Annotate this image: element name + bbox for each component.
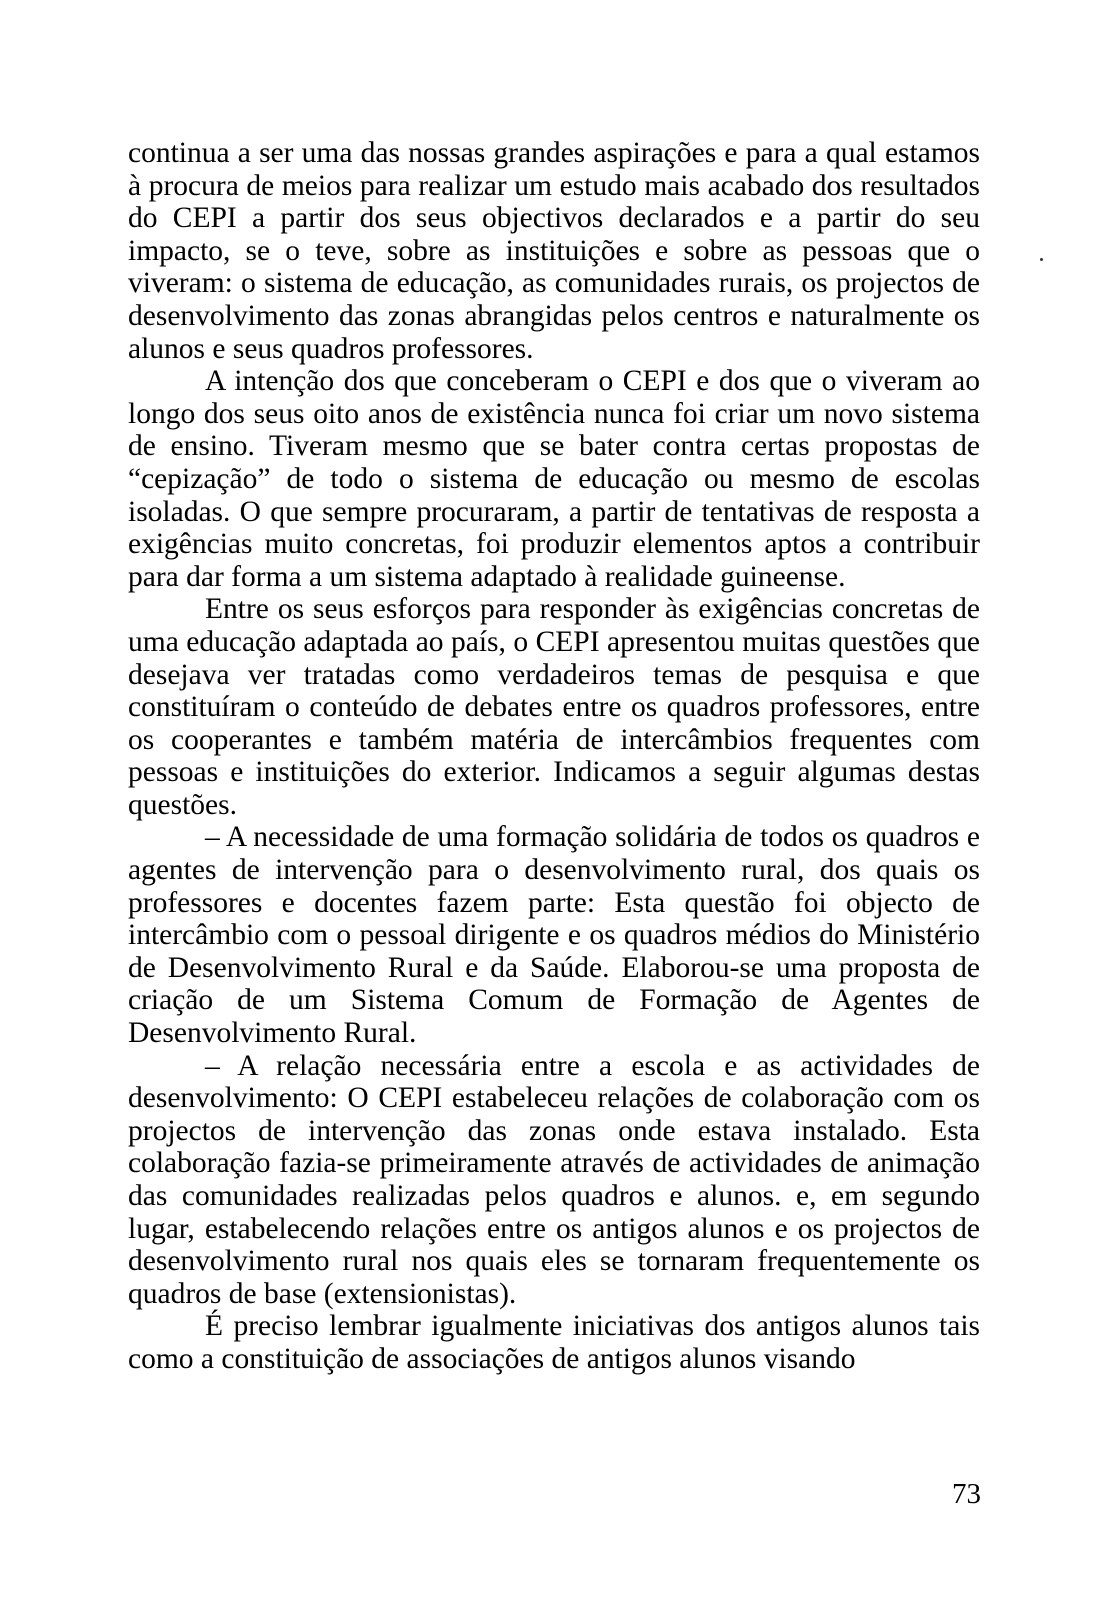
paragraph-questoes: Entre os seus esforços para responder às exigências concretas de uma educação adaptada ao país, o CEPI apresentou muitas questões que desejava ver tratadas como verdadeiros temas de pesquisa e que constituíram o conteúdo de debates entre os quadros professores, entre os cooperantes e também matéria de intercâmbios frequentes com pessoas e instituições do exterior. Indicamos a seguir algumas destas questões. xyxy=(128,593,980,821)
body-text xyxy=(128,137,980,1376)
paragraph-antigos-alunos: É preciso lembrar igualmente iniciativas dos antigos alunos tais como a constituição de associações de antigos alunos visando xyxy=(128,1310,980,1375)
margin-mark xyxy=(1040,258,1043,261)
page-number: 73 xyxy=(952,1478,981,1510)
paragraph-escola-desenvolvimento: – A relação necessária entre a escola e as actividades de desenvolvimento: O CEPI estabeleceu relações de colaboração com os projectos de intervenção das zonas onde estava instalado. Esta colaboração fazia-se primeiramente através de actividades de animação das comunidades realizadas pelos quadros e alunos. e, em segundo lugar, estabelecendo relações entre os antigos alunos e os projectos de desenvolvimento rural nos quais eles se tornaram frequentemente os quadros de base (extensionistas). xyxy=(128,1049,980,1310)
paragraph-formacao-solidaria: – A necessidade de uma formação solidária de todos os quadros e agentes de intervenção para o desenvolvimento rural, dos quais os professores e docentes fazem parte: Esta questão foi objecto de intercâmbio com o pessoal dirigente e os quadros médios do Ministério de Desenvolvimento Rural e da Saúde. Elaborou-se uma proposta de criação de um Sistema Comum de Formação de Agentes de Desenvolvimento Rural. xyxy=(128,821,980,1050)
paragraph-intencao-cepi: A intenção dos que conceberam o CEPI e dos que o viveram ao longo dos seus oito anos de existência nunca foi criar um novo sistema de ensino. Tiveram mesmo que se bater contra certas propostas de “cepização” de todo o sistema de educação ou mesmo de escolas isoladas. O que sempre procuraram, a partir de tentativas de resposta a exigências muito concretas, foi produzir elementos aptos a contribuir para dar forma a um sistema adaptado à realidade guineense. xyxy=(128,365,980,593)
paragraph-continuation: continua a ser uma das nossas grandes aspirações e para a qual estamos à procura de meios para realizar um estudo mais acabado dos resultados do CEPI a partir dos seus objectivos declarados e a partir do seu impacto, se o teve, sobre as instituições e sobre as pessoas que o viveram: o sistema de educação, as comunidades rurais, os projectos de desenvolvimento das zonas abrangidas pelos centros e naturalmente os alunos e seus quadros professores. xyxy=(128,137,980,365)
